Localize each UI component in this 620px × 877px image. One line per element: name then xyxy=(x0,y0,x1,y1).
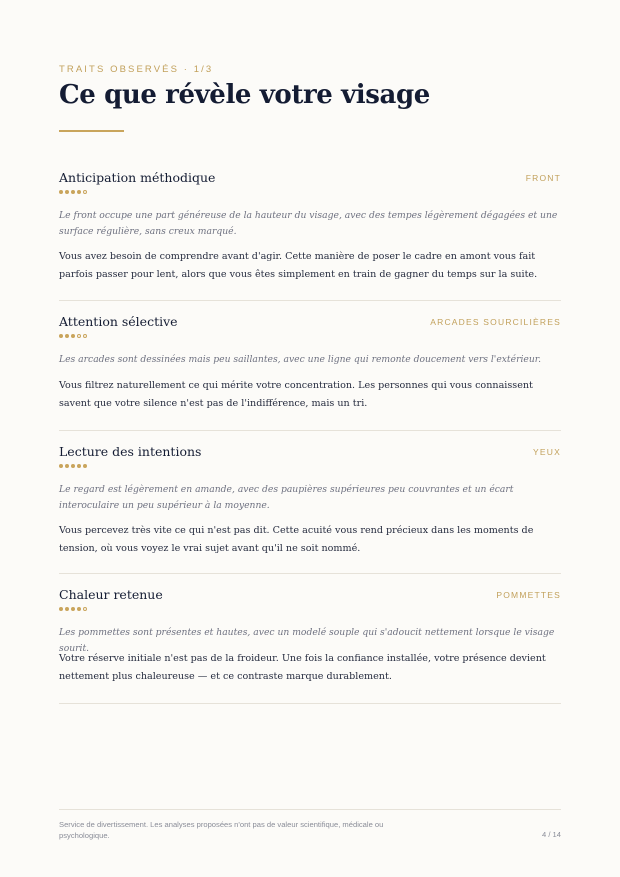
trait-name: Chaleur retenue xyxy=(59,587,163,602)
rating-dot-filled xyxy=(59,334,63,338)
trait-observation: Les arcades sont dessinées mais peu saillantes, avec une ligne qui remonte doucement vers l'extérieur. xyxy=(59,354,542,365)
section-eyebrow: TRAITS OBSERVÉS · 1/3 xyxy=(59,64,214,75)
rating-dot-filled xyxy=(77,464,81,468)
footer-disclaimer: Service de divertissement. Les analyses proposées n'ont pas de valeur scientifique, médicale ou psychologique. xyxy=(59,820,384,840)
rating-dot-filled xyxy=(59,464,63,468)
trait-interpretation: Votre réserve initiale n'est pas de la froideur. Une fois la confiance installée, votre présence devient nettement plus chaleureuse — et ce contraste marque durablement. xyxy=(59,653,546,682)
trait-zone: POMMETTES xyxy=(496,590,561,600)
trait-zone: FRONT xyxy=(525,173,561,183)
rating-dot-filled xyxy=(77,190,81,194)
trait-observation: Les pommettes sont présentes et hautes, avec un modelé souple qui s'adoucit nettement lorsque le visage sourit. xyxy=(59,627,555,654)
title-accent-rule xyxy=(59,130,124,132)
trait-card xyxy=(59,314,561,409)
trait-interpretation: Vous avez besoin de comprendre avant d'agir. Cette manière de poser le cadre en amont vous fait parfois passer pour lent, alors que vous êtes simplement en train de gagner du temps sur la suite. xyxy=(59,251,538,280)
trait-divider xyxy=(59,573,561,574)
trait-name: Anticipation méthodique xyxy=(59,170,216,185)
rating-dot-filled xyxy=(65,464,69,468)
rating-dot-filled xyxy=(71,464,75,468)
trait-card xyxy=(59,444,561,554)
rating-dot-empty xyxy=(83,607,87,611)
rating-dot-filled xyxy=(71,190,75,194)
rating-dot-filled xyxy=(77,607,81,611)
rating-dot-filled xyxy=(65,607,69,611)
page-title: Ce que révèle votre visage xyxy=(59,80,430,110)
trait-rating xyxy=(59,190,89,198)
trait-divider xyxy=(59,300,561,301)
trait-observation: Le regard est légèrement en amande, avec des paupières supérieures peu couvrantes et un écart interoculaire un peu supérieur à la moyenne. xyxy=(59,484,514,511)
trait-name: Lecture des intentions xyxy=(59,444,202,459)
rating-dot-filled xyxy=(59,190,63,194)
trait-observation: Le front occupe une part généreuse de la hauteur du visage, avec des tempes légèrement dégagées et une surface régulière, sans creux marqué. xyxy=(59,210,558,237)
trait-card xyxy=(59,587,561,682)
trait-zone: YEUX xyxy=(533,447,561,457)
rating-dot-empty xyxy=(77,334,81,338)
trait-name: Attention sélective xyxy=(59,314,178,329)
trait-rating xyxy=(59,607,89,615)
rating-dot-filled xyxy=(65,190,69,194)
rating-dot-filled xyxy=(71,334,75,338)
rating-dot-empty xyxy=(83,190,87,194)
trait-divider xyxy=(59,703,561,704)
footer-divider xyxy=(59,809,561,810)
rating-dot-filled xyxy=(71,607,75,611)
report-page xyxy=(59,0,561,877)
trait-zone: ARCADES SOURCILIÈRES xyxy=(430,317,561,327)
rating-dot-filled xyxy=(83,464,87,468)
trait-interpretation: Vous filtrez naturellement ce qui mérite votre concentration. Les personnes qui vous connaissent savent que votre silence n'est pas de l'indifférence, mais un tri. xyxy=(59,380,533,409)
trait-interpretation: Vous percevez très vite ce qui n'est pas dit. Cette acuité vous rend précieux dans les moments de tension, où vous voyez le vrai sujet avant qu'il ne soit nommé. xyxy=(59,525,534,554)
trait-rating xyxy=(59,334,89,342)
trait-rating xyxy=(59,464,89,472)
rating-dot-empty xyxy=(83,334,87,338)
trait-card xyxy=(59,170,561,280)
rating-dot-filled xyxy=(65,334,69,338)
page-number: 4 / 14 xyxy=(542,830,561,839)
rating-dot-filled xyxy=(59,607,63,611)
trait-divider xyxy=(59,430,561,431)
